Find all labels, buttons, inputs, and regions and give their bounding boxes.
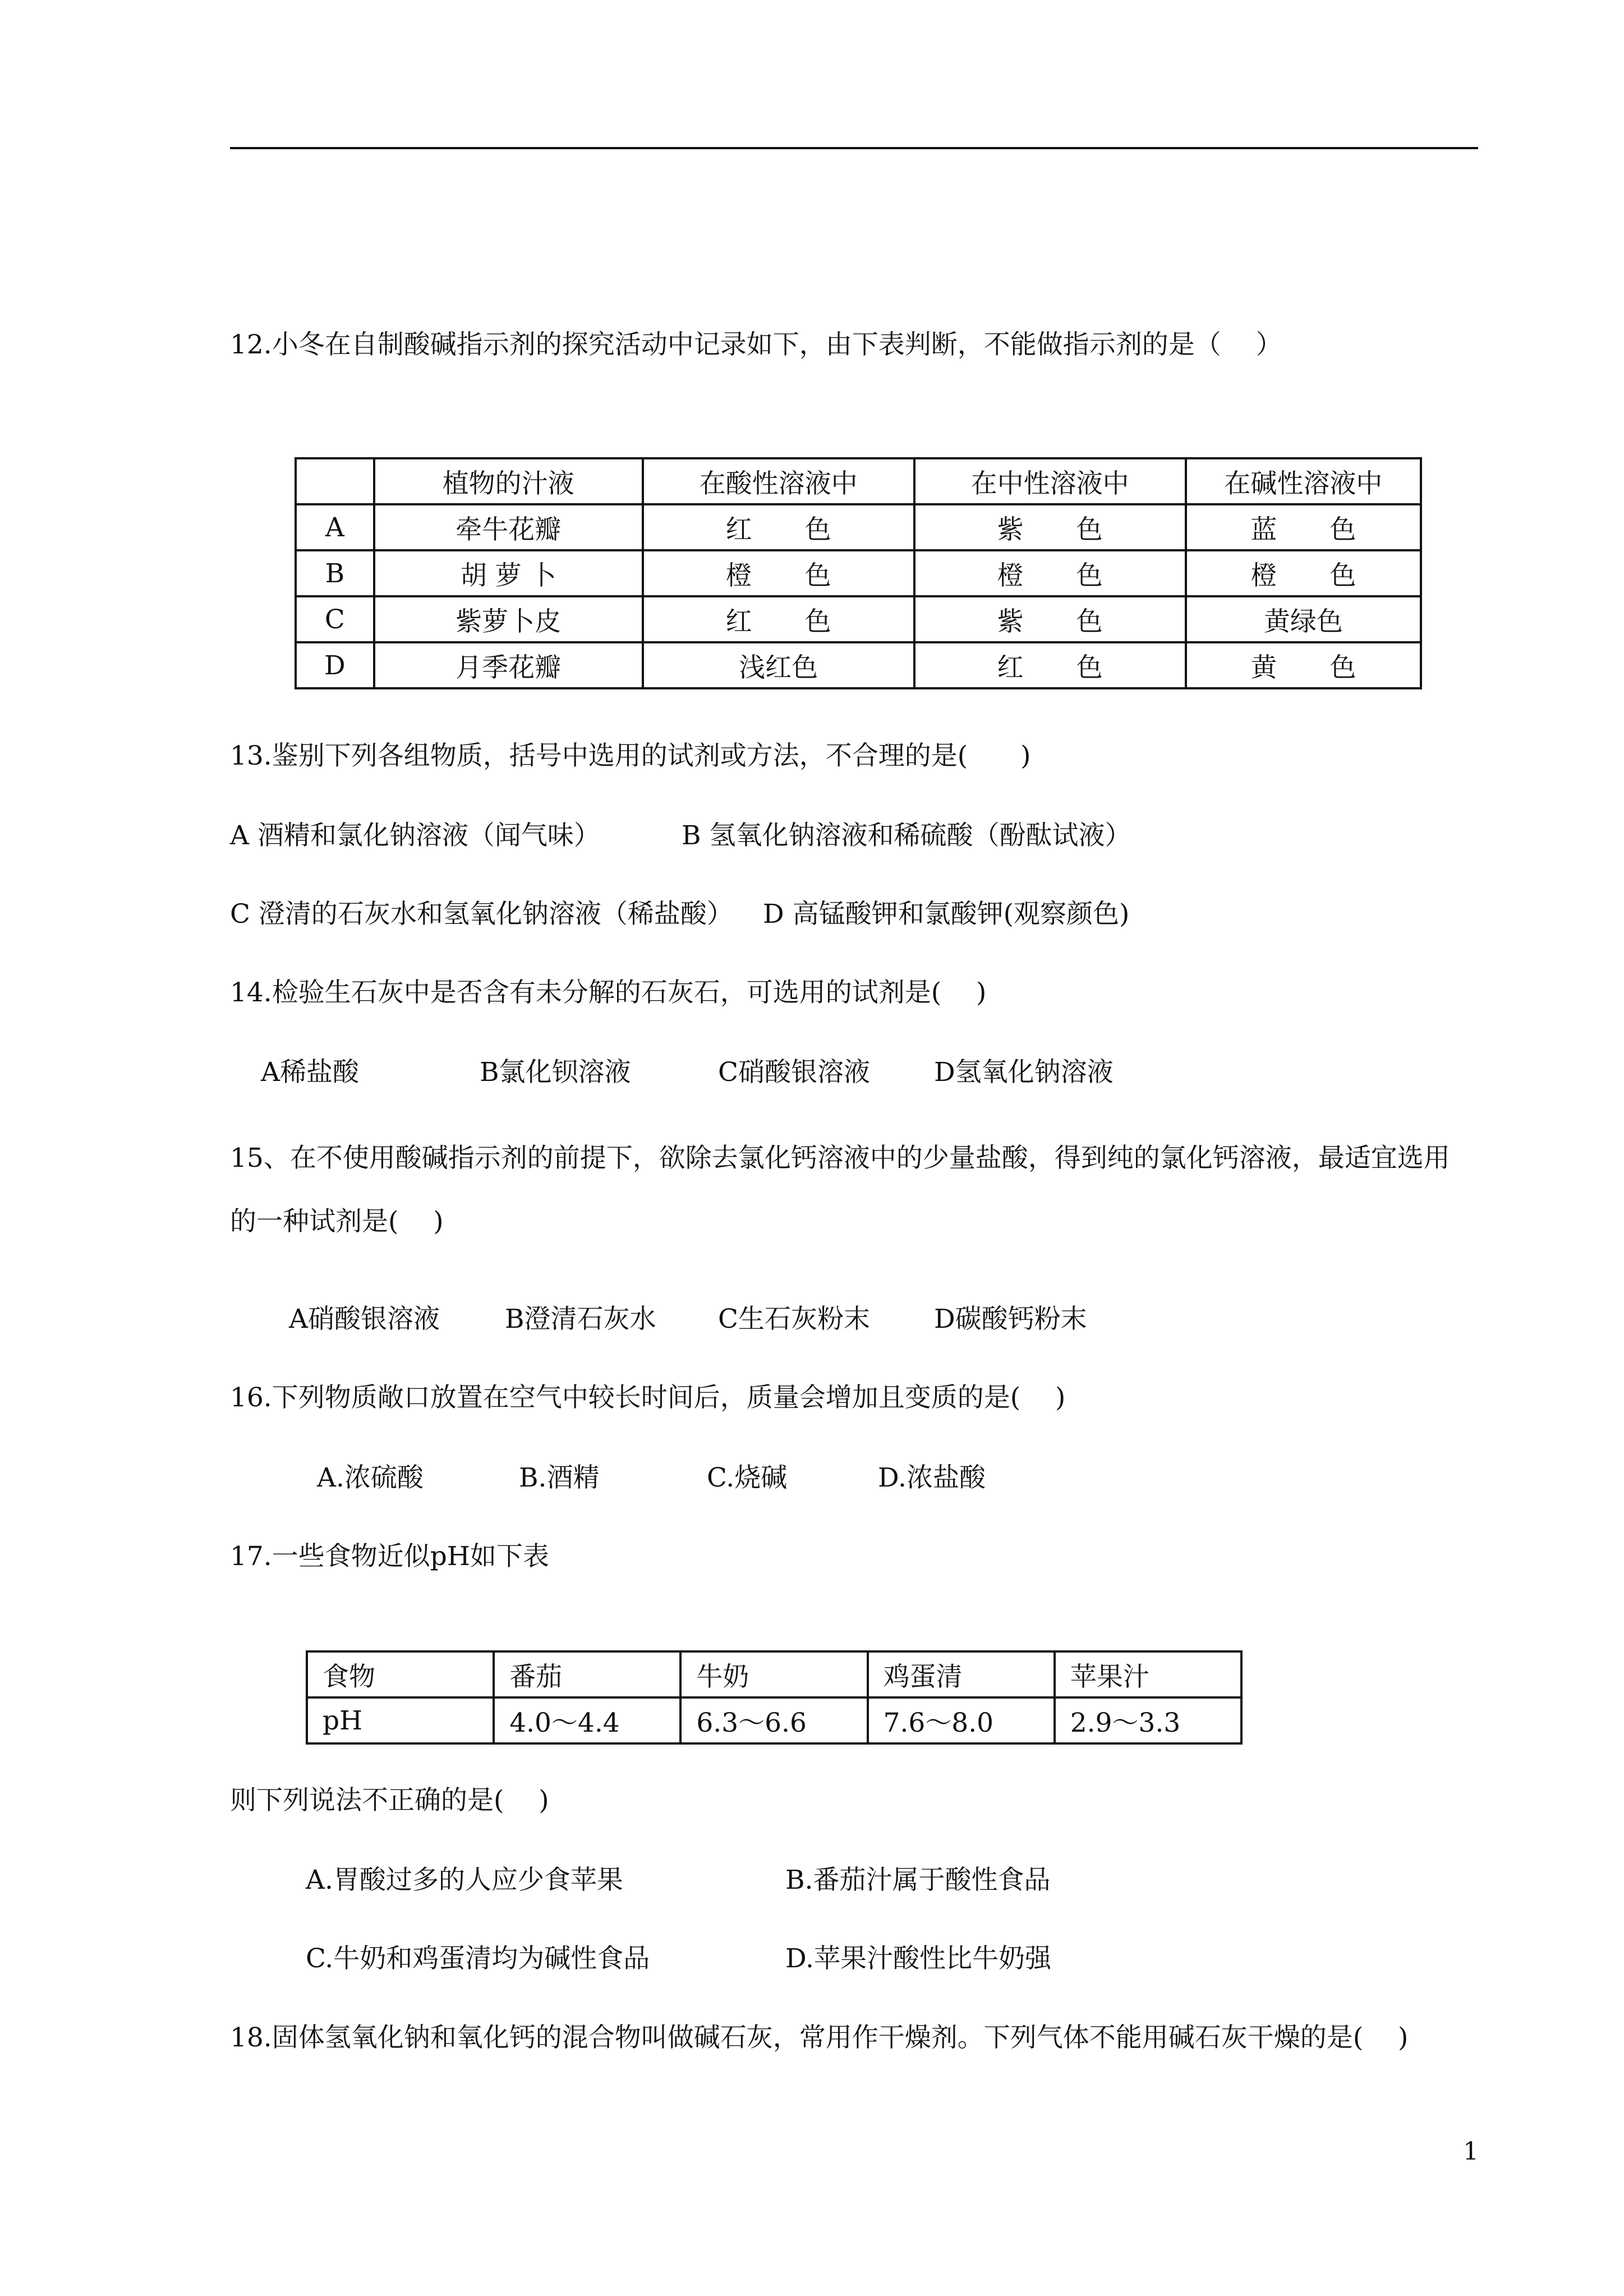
q17-text: 17.一些食物近似pH如下表 [230,1541,549,1572]
table-header-cell: 在中性溶液中 [914,458,1186,504]
table-cell: 黄 色 [1186,642,1421,688]
q14-text: 14.检验生石灰中是否含有未分解的石灰石，可选用的试剂是( ) [230,977,987,1008]
q14-option-c: C硝酸银溶液 [718,1057,870,1088]
q17-option-c: C.牛奶和鸡蛋清均为碱性食品 [306,1943,650,1974]
q17-followup: 则下列说法不正确的是( ) [230,1785,549,1816]
table-cell: 6.3～6.6 [680,1697,867,1743]
q15-option-b: B澄清石灰水 [505,1304,656,1335]
q13-option-d: D 高锰酸钾和氯酸钾(观察颜色) [763,899,1130,930]
q12-table [295,457,1422,689]
table-cell: 紫 色 [914,596,1186,642]
q16-option-b: B.酒精 [519,1462,600,1493]
q15-option-d: D碳酸钙粉末 [934,1304,1087,1335]
q16-option-a: A.浓硫酸 [317,1462,424,1493]
table-cell: 2.9～3.3 [1055,1697,1241,1743]
table-cell: 苹果汁 [1055,1651,1241,1697]
table-row [296,550,1421,596]
q17-option-b: B.番茄汁属于酸性食品 [785,1865,1051,1895]
q17-option-d: D.苹果汁酸性比牛奶强 [785,1943,1051,1974]
table-cell: 红 色 [643,596,914,642]
table-row [307,1651,1241,1697]
table-cell: 4.0～4.4 [494,1697,680,1743]
table-row [307,1697,1241,1743]
q15-option-a: A硝酸银溶液 [289,1304,440,1335]
table-cell: 胡 萝 卜 [374,550,643,596]
table-cell: D [296,642,374,688]
q16-text: 16.下列物质敞口放置在空气中较长时间后，质量会增加且变质的是( ) [230,1382,1066,1413]
table-cell: 食物 [307,1651,494,1697]
q12-text: 12.小冬在自制酸碱指示剂的探究活动中记录如下，由下表判断，不能做指示剂的是（ ） [230,329,1282,360]
table-row [296,596,1421,642]
header-rule [230,147,1478,149]
q16-option-d: D.浓盐酸 [878,1462,986,1493]
q13-option-a: A 酒精和氯化钠溶液（闻气味） [230,820,600,851]
table-cell [296,458,374,504]
table-cell: 番茄 [494,1651,680,1697]
table-row [296,642,1421,688]
q15-option-c: C生石灰粉末 [718,1304,870,1335]
table-cell: 蓝 色 [1186,504,1421,550]
table-row [296,504,1421,550]
table-cell: pH [307,1697,494,1743]
table-header-cell: 在酸性溶液中 [643,458,914,504]
q13-text: 13.鉴别下列各组物质，括号中选用的试剂或方法，不合理的是( ) [230,740,1031,771]
table-cell: 橙 色 [643,550,914,596]
q14-option-b: B氯化钡溶液 [480,1057,631,1088]
table-header-cell: 植物的汁液 [374,458,643,504]
q13-option-c: C 澄清的石灰水和氢氧化钠溶液（稀盐酸） [230,899,733,930]
table-cell: 橙 色 [1186,550,1421,596]
table-cell: C [296,596,374,642]
q18-text: 18.固体氢氧化钠和氧化钙的混合物叫做碱石灰，常用作干燥剂。下列气体不能用碱石灰干燥的是( ) [230,2022,1409,2053]
table-cell: B [296,550,374,596]
q15-text-line2: 的一种试剂是( ) [230,1206,444,1237]
table-cell: 月季花瓣 [374,642,643,688]
table-header-cell: 在碱性溶液中 [1186,458,1421,504]
q17-option-a: A.胃酸过多的人应少食苹果 [306,1865,623,1895]
table-cell: 紫萝卜皮 [374,596,643,642]
table-cell: 7.6～8.0 [868,1697,1055,1743]
q15-text-line1: 15、在不使用酸碱指示剂的前提下，欲除去氯化钙溶液中的少量盐酸，得到纯的氯化钙溶液，最适宜选用 [230,1143,1450,1174]
table-cell: 浅红色 [643,642,914,688]
q16-option-c: C.烧碱 [707,1462,788,1493]
q13-option-b: B 氢氧化钠溶液和稀硫酸（酚酞试液） [682,820,1131,851]
table-cell: 鸡蛋清 [868,1651,1055,1697]
table-cell: 牛奶 [680,1651,867,1697]
table-cell: 红 色 [914,642,1186,688]
table-cell: 橙 色 [914,550,1186,596]
table-cell: 红 色 [643,504,914,550]
q14-option-d: D氢氧化钠溶液 [934,1057,1114,1088]
table-cell: 紫 色 [914,504,1186,550]
q14-option-a: A稀盐酸 [261,1057,359,1088]
table-cell: 黄绿色 [1186,596,1421,642]
table-cell: A [296,504,374,550]
table-cell: 牵牛花瓣 [374,504,643,550]
page-number: 1 [1463,2137,1479,2166]
q17-table [306,1650,1243,1745]
table-header-row [296,458,1421,504]
